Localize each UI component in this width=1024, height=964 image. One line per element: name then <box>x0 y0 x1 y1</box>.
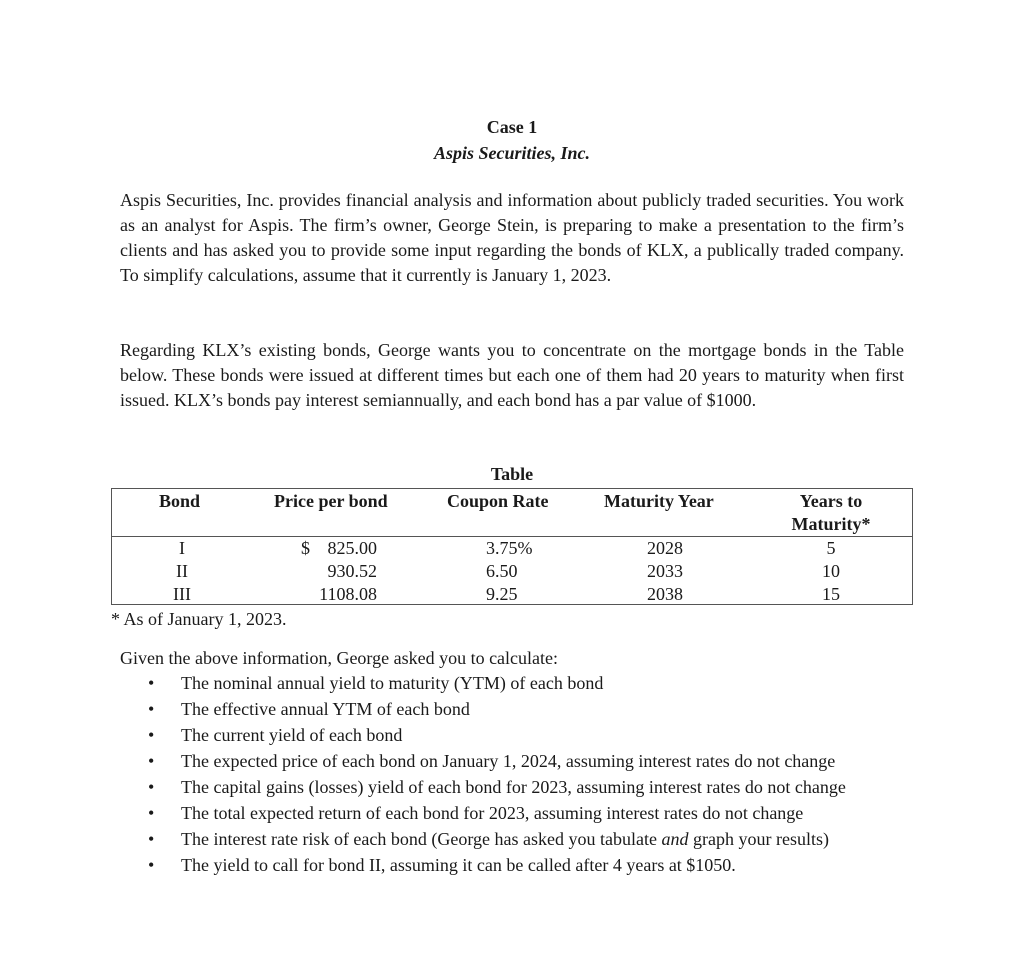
row2-bond: II <box>176 561 188 581</box>
row3-maturity-year: 2038 <box>647 584 683 604</box>
row3-years: 15 <box>822 584 840 604</box>
row1-years: 5 <box>826 538 836 558</box>
emphasis-and: and <box>661 829 689 849</box>
row3-price: 1108.08 <box>319 584 377 604</box>
table-caption: Table <box>490 464 534 484</box>
bond-table <box>111 488 913 605</box>
bullet-icon: • <box>148 829 155 849</box>
row1-price-prefix: $ <box>301 538 310 558</box>
row1-coupon: 3.75% <box>486 538 533 558</box>
row1-bond: I <box>179 538 185 558</box>
task-intro: Given the above information, George asked you to calculate: <box>120 648 559 668</box>
row2-coupon: 6.50 <box>486 561 518 581</box>
bullet-icon: • <box>148 803 155 823</box>
row2-price: 930.52 <box>327 561 377 581</box>
intro-paragraph: Aspis Securities, Inc. provides financial analysis and information about publicly traded securities. You work as an analyst for Aspis. The firm’s owner, George Stein, is preparing to make a presentation to the firm’s clients and has asked you to provide some input regarding the bonds of KLX, a publically traded company. To simplify calculations, assume that it currently is January 1, 2023. <box>120 190 904 285</box>
list-item: • The current yield of each bond <box>120 723 904 748</box>
list-item: • The yield to call for bond II, assuming it can be called after 4 years at $1050. <box>120 853 904 878</box>
row2-maturity-year: 2033 <box>647 561 683 581</box>
bullet-icon: • <box>148 673 155 693</box>
row3-bond: III <box>173 584 191 604</box>
list-item: • The effective annual YTM of each bond <box>120 697 904 722</box>
row1-price: 825.00 <box>327 538 377 558</box>
bullet-icon: • <box>148 699 155 719</box>
header-price: Price per bond <box>274 491 388 511</box>
bullet-icon: • <box>148 725 155 745</box>
row1-maturity-year: 2028 <box>647 538 683 558</box>
case-label: Case 1 <box>486 117 538 137</box>
bullet-icon: • <box>148 855 155 875</box>
header-maturity-year: Maturity Year <box>604 491 714 511</box>
header-bond: Bond <box>159 491 201 511</box>
company-title: Aspis Securities, Inc. <box>433 143 591 163</box>
bullet-icon: • <box>148 777 155 797</box>
header-coupon: Coupon Rate <box>447 491 549 511</box>
list-item: • The interest rate risk of each bond (George has asked you tabulate and graph your results) <box>120 827 904 852</box>
table-footnote: * As of January 1, 2023. <box>111 609 287 629</box>
header-years-to-maturity-line2: Maturity* <box>791 514 871 534</box>
task-list <box>120 671 904 879</box>
list-item: • The total expected return of each bond for 2023, assuming interest rates do not change <box>120 801 904 826</box>
row2-years: 10 <box>822 561 840 581</box>
list-item: • The nominal annual yield to maturity (YTM) of each bond <box>120 671 904 696</box>
row3-coupon: 9.25 <box>486 584 518 604</box>
bullet-icon: • <box>148 751 155 771</box>
header-years-to-maturity-line1: Years to <box>799 491 863 511</box>
list-item: • The capital gains (losses) yield of each bond for 2023, assuming interest rates do not change <box>120 775 904 800</box>
bonds-paragraph: Regarding KLX’s existing bonds, George wants you to concentrate on the mortgage bonds in the Table below. These bonds were issued at different times but each one of them had 20 years to maturity when first issued. KLX’s bonds pay interest semiannually, and each bond has a par value of $1000. <box>120 340 904 410</box>
list-item: • The expected price of each bond on January 1, 2024, assuming interest rates do not change <box>120 749 904 774</box>
